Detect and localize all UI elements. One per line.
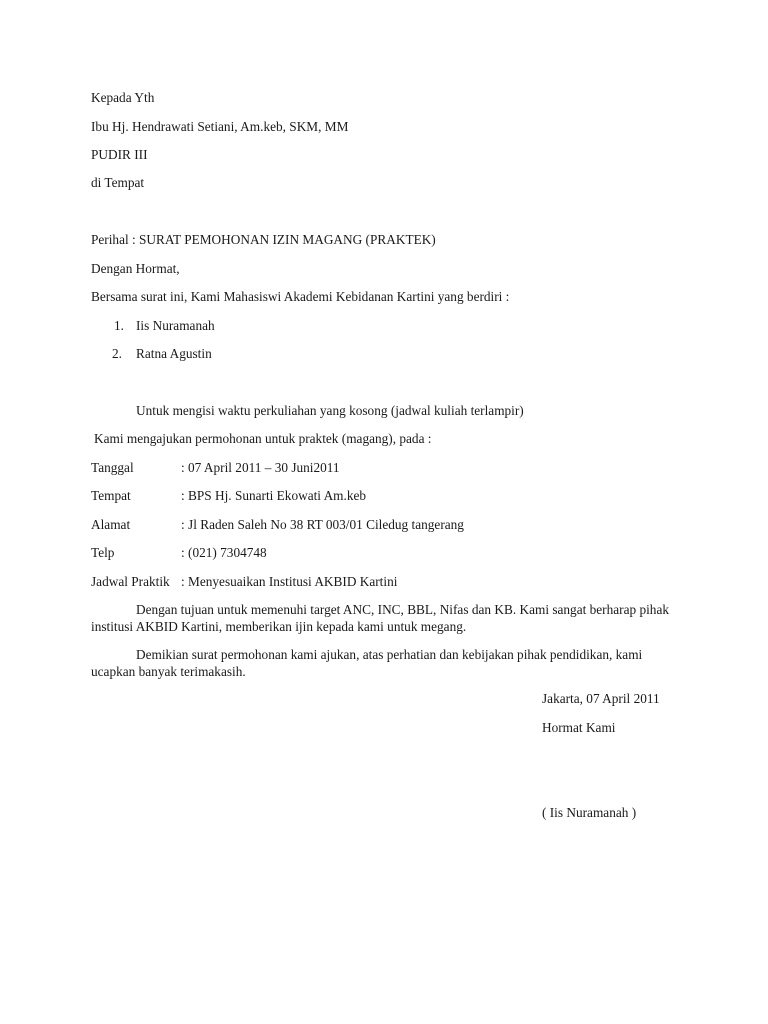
detail-value: : Menyesuaikan Institusi AKBID Kartini	[181, 574, 398, 589]
request-text: Kami mengajukan permohonan untuk praktek (magang), pada :	[94, 431, 432, 446]
body-paragraph-2-text: Demikian surat permohonan kami ajukan, atas perhatian dan kebijakan pihak pendidikan, kami ucapkan banyak terimakasih.	[91, 647, 643, 679]
purpose-text: Untuk mengisi waktu perkuliahan yang kosong (jadwal kuliah terlampir)	[136, 403, 524, 418]
place-date: Jakarta, 07 April 2011	[542, 691, 660, 706]
intro-text: Bersama surat ini, Kami Mahasiswi Akademi Kebidanan Kartini yang berdiri :	[91, 289, 510, 304]
list-item-name: Iis Nuramanah	[136, 318, 215, 333]
detail-label: Tanggal	[91, 460, 134, 475]
body-paragraph-1-text: Dengan tujuan untuk memenuhi target ANC, INC, BBL, Nifas dan KB. Kami sangat berharap pihak institusi AKBID Kartini, memberikan ijin kepada kami untuk megang.	[91, 602, 669, 634]
detail-label: Telp	[91, 545, 115, 560]
detail-label: Alamat	[91, 517, 131, 532]
signatory-name: ( Iis Nuramanah )	[542, 805, 637, 820]
body-paragraph-2	[91, 647, 671, 680]
detail-label: Jadwal Praktik	[91, 574, 170, 589]
recipient-line-1: Kepada Yth	[91, 90, 155, 105]
detail-value: : Jl Raden Saleh No 38 RT 003/01 Ciledug tangerang	[181, 517, 464, 532]
recipient-line-2: Ibu Hj. Hendrawati Setiani, Am.keb, SKM, MM	[91, 119, 349, 134]
recipient-line-4: di Tempat	[91, 175, 145, 190]
subject-line: Perihal : SURAT PEMOHONAN IZIN MAGANG (PRAKTEK)	[91, 232, 436, 247]
detail-value: : (021) 7304748	[181, 545, 267, 560]
closing-salutation: Hormat Kami	[542, 720, 616, 735]
list-item-name: Ratna Agustin	[136, 346, 212, 361]
detail-label: Tempat	[91, 488, 131, 503]
recipient-line-3: PUDIR III	[91, 147, 148, 162]
greeting: Dengan Hormat,	[91, 261, 180, 276]
list-item-number: 1.	[114, 318, 124, 333]
detail-value: : 07 April 2011 – 30 Juni2011	[181, 460, 340, 475]
list-item-number: 2.	[112, 346, 122, 361]
detail-value: : BPS Hj. Sunarti Ekowati Am.keb	[181, 488, 367, 503]
body-paragraph-1	[91, 602, 671, 635]
